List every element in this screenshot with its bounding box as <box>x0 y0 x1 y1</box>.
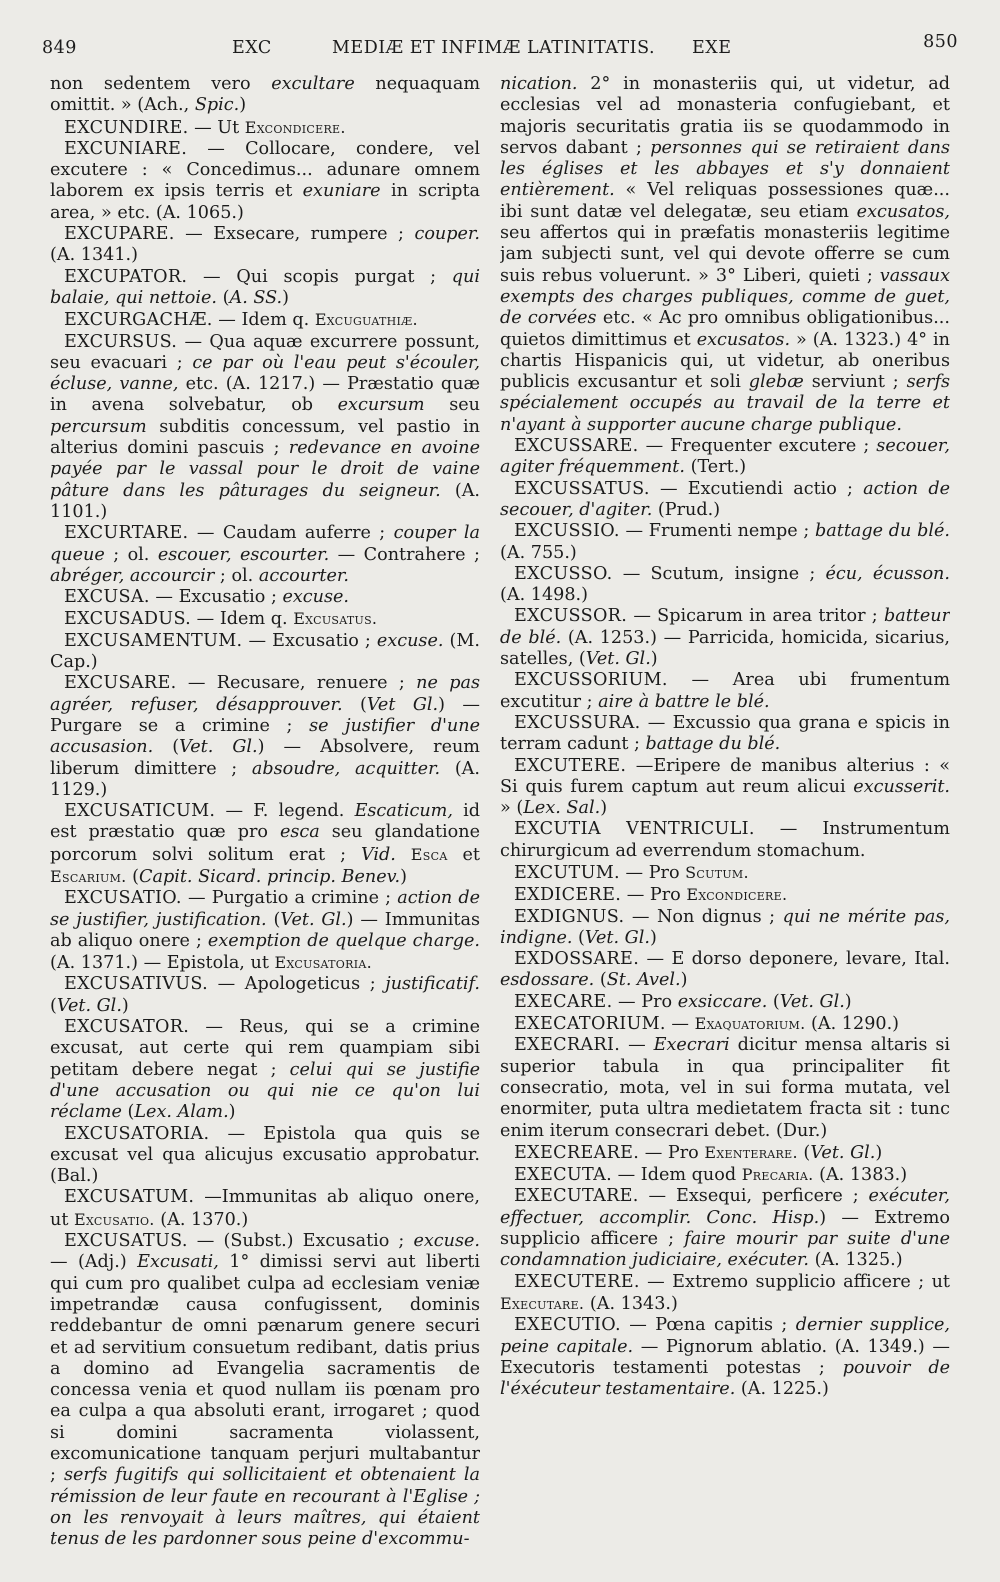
entry-headword: EXCUTIA VENTRICULI. <box>514 819 755 840</box>
entry-continuation <box>50 74 480 117</box>
italic-text: excusatos, <box>856 201 950 222</box>
entry-text: — Apologeticus ; <box>207 974 386 995</box>
left-page-number: 849 <box>42 38 77 58</box>
italic-text: excuse. <box>282 587 350 608</box>
entry-text: (A. 1101.) <box>50 480 480 522</box>
entry-headword: EXDOSSARE. <box>514 949 640 970</box>
italic-text: excuse. <box>413 1231 480 1252</box>
italic-text: serfs spécialement occupés au travail de la terre et n'ayant à supporter aucune charge publique. <box>500 372 950 435</box>
entry-text: (A. 1253.) — Parricida, homicida, sicarius, satelles, ( <box>500 627 950 670</box>
dictionary-entry <box>500 756 950 820</box>
dictionary-entry <box>50 224 480 267</box>
entry-text: — (Adj.) <box>50 1252 138 1273</box>
italic-text: se justifier d'une accusasion. <box>50 715 480 758</box>
left-catchword: EXC <box>232 38 272 58</box>
entry-text: —Eripere de manibus alterius : « Si quis furem captum aut reum alicui <box>500 755 950 797</box>
italic-text: exsiccare. <box>677 991 768 1012</box>
entry-text: — (Subst.) Excusatio ; <box>187 1231 414 1252</box>
entry-continuation <box>500 74 950 436</box>
entry-text: ( <box>266 909 281 930</box>
entry-text: —Immunitas ab aliquo onere, ut <box>50 1187 480 1230</box>
dictionary-entry <box>500 1142 950 1164</box>
italic-text: accourter. <box>258 565 349 586</box>
italic-text: Excusati, <box>137 1252 219 1273</box>
entry-text: ( <box>797 1142 811 1163</box>
italic-text: Execrari <box>653 1035 730 1056</box>
dictionary-entry <box>500 949 950 992</box>
entry-headword: EXCUPARE. <box>64 224 175 245</box>
entry-text: — Area ubi frumentum excutitur ; <box>500 670 950 712</box>
entry-text: (Tert.) <box>684 457 747 478</box>
entry-text: — Idem q. <box>212 310 315 331</box>
entry-text: — Caudam auferre ; <box>188 523 394 544</box>
entry-text: ) — Absolvere, reum liberum dimittere ; <box>50 737 480 779</box>
italic-text: esdossare. <box>500 970 595 991</box>
entry-text: — Excusatio ; <box>242 630 377 651</box>
italic-text: escouer, escourter. <box>157 544 330 565</box>
entry-headword: EXCUSAMENTUM. <box>64 630 243 651</box>
dictionary-entry <box>50 267 480 310</box>
cross-reference: Excusatio. <box>74 1209 155 1229</box>
italic-text: abréger, accourcir <box>50 565 215 586</box>
entry-text: « Vel reliquas possessiones quæ... ibi sunt datæ vel delegatæ, seu etiam <box>500 180 950 222</box>
entry-text: 2° in monasteriis qui, ut videtur, ad ecclesias vel ad monasteria confugiebant, et majoris securitatis gratia iis se quodammodo in servos dabant ; <box>500 74 950 158</box>
entry-text: ) <box>400 866 407 887</box>
italic-text: écu, écusson. <box>825 563 950 584</box>
entry-text: — Pro <box>612 991 678 1012</box>
italic-text: battage du blé. <box>645 734 781 755</box>
dictionary-entry <box>50 974 480 1017</box>
entry-text: — Non dignus ; <box>624 906 783 927</box>
italic-text: Vet. Gl. <box>179 737 258 758</box>
italic-text: Vet. Gl. <box>810 1142 876 1163</box>
entry-text: etc. (A. 1217.) — Præstatio quæ in avena solvebatur, ob <box>50 374 480 416</box>
cross-reference: Esca <box>410 844 448 864</box>
entry-text: — F. legend. <box>215 801 355 822</box>
italic-text: redevance en avoine payée par le vassal pour le droit de vaine pâture dans les pâturages du seigneur. <box>50 438 480 501</box>
left-text-column <box>50 74 480 1564</box>
entry-text: in scripta area, » etc. (A. 1065.) <box>50 181 480 223</box>
entry-text: — Instrumentum chirurgicum ad everrendum stomachum. <box>500 819 950 861</box>
entry-headword: EXECUTA. <box>514 1165 612 1186</box>
italic-text: Vet. Gl. <box>585 649 651 670</box>
italic-text: ce par où l'eau peut s'écouler, écluse, vanne, <box>50 352 480 395</box>
italic-text: Vet. Gl. <box>584 927 650 948</box>
entry-headword: EXCUNDIRE. <box>64 117 189 138</box>
entry-headword: EXCUSA. <box>64 587 150 608</box>
entry-text: ( <box>767 991 780 1012</box>
entry-text: et <box>447 844 480 865</box>
entry-headword: EXCUSSATUS. <box>514 478 650 499</box>
italic-text: glebæ <box>748 372 804 393</box>
entry-headword: EXECARE. <box>514 991 613 1012</box>
right-catchword: EXE <box>692 38 732 58</box>
cross-reference: Excondicere. <box>244 117 346 137</box>
italic-text: esca <box>279 822 320 843</box>
entry-headword: EXCUSSIO. <box>514 521 620 542</box>
entry-headword: EXCUSATIVUS. <box>64 974 208 995</box>
right-text-column <box>500 74 950 1564</box>
entry-text: (A. 755.) <box>500 542 577 563</box>
entry-headword: EXCUTUM. <box>514 862 620 883</box>
italic-text: excuse. <box>376 630 444 651</box>
italic-text: Lex. Alam. <box>134 1102 229 1123</box>
italic-text: Lex. Sal. <box>523 798 601 819</box>
entry-headword: EXCUTERE. <box>514 755 627 776</box>
dictionary-entry <box>500 862 950 884</box>
dictionary-entry <box>500 479 950 522</box>
running-header <box>42 32 958 68</box>
entry-headword: EXCUNIARE. <box>64 138 188 159</box>
entry-headword: EXCUSATICUM. <box>64 801 216 822</box>
dictionary-entry <box>50 587 480 608</box>
dictionary-entry <box>50 332 480 524</box>
cross-reference: Escarium. <box>50 866 127 886</box>
entry-text: ; ol. <box>214 565 259 586</box>
entry-text: — Scutum, insigne ; <box>612 563 826 584</box>
entry-text: — Exsequi, perficere ; <box>638 1186 869 1207</box>
italic-text: exécuter, effectuer, accomplir. Conc. Hisp. <box>500 1186 950 1228</box>
dictionary-entry <box>500 1164 950 1186</box>
dictionary-entry <box>500 1315 950 1400</box>
entry-text: (Prud.) <box>652 499 721 520</box>
cross-reference: Exaquatorium. <box>694 1014 806 1034</box>
entry-text: seu affertos qui in præfatis monasteriis legitime jam subjecti sunt, vel qui devote offerre se cum suis rebus voluerunt. » 3° Liberi, quieti ; <box>500 223 950 286</box>
entry-text: — Epistola qua quis se excusat vel qua alicujus excusatio approbatur. (Bal.) <box>50 1123 480 1187</box>
entry-text: ) — Purgare se a crimine ; <box>50 694 480 736</box>
entry-text: ) <box>844 991 852 1012</box>
italic-text: ne pas agréer, refuser, désapprouver. <box>50 673 480 715</box>
cross-reference: Excusatus. <box>293 609 378 629</box>
dictionary-entry <box>50 309 480 331</box>
entry-headword: EXCUSATOR. <box>64 1017 190 1038</box>
italic-text: Capit. Sicard. princip. Benev. <box>139 866 401 887</box>
entry-headword: EXCUSATORIA. <box>64 1123 210 1144</box>
dictionary-entry <box>500 819 950 862</box>
entry-text: (A. 1325.) <box>809 1250 903 1271</box>
entry-headword: EXCUSSARE. <box>514 436 639 457</box>
dictionary-entry <box>500 1186 950 1271</box>
dictionary-entry <box>500 907 950 950</box>
entry-headword: EXCUSSORIUM. <box>514 670 668 691</box>
entry-text: ) <box>121 995 129 1016</box>
italic-text: Vid. <box>360 844 396 865</box>
entry-text: (A. 1383.) <box>813 1165 908 1186</box>
dictionary-entry <box>500 1272 950 1316</box>
entry-headword: EXCUSATUM. <box>64 1187 195 1208</box>
entry-text: — Recusare, renuere ; <box>176 673 417 694</box>
entry-text: ( <box>594 970 607 991</box>
dictionary-entry <box>500 670 950 713</box>
entry-headword: EXCUSSOR. <box>514 606 628 627</box>
entry-headword: EXCURGACHÆ. <box>64 310 213 331</box>
italic-text: Escaticum, <box>354 801 453 822</box>
entry-text: — Contrahere ; <box>329 544 480 565</box>
entry-text: — <box>665 1014 695 1035</box>
entry-text: (A. 1371.) — Epistola, ut <box>50 953 275 974</box>
entry-text: dicitur mensa altaris si superior tabula in qua principaliter fit consecratio, mota, vel in sui forma mutata, vel enormiter, puta ultra medietatem fracta sit : tunc enim iterum consecrari debet. (Dur.) <box>500 1035 950 1141</box>
dictionary-entry <box>500 606 950 670</box>
dictionary-entry <box>500 713 950 756</box>
italic-text: qui ne mérite pas, indigne. <box>500 906 950 948</box>
entry-text: ) <box>649 927 657 948</box>
italic-text: vassaux exempts des charges publiques, comme de guet, de corvées <box>500 265 950 329</box>
dictionary-entry <box>500 521 950 564</box>
entry-text: id est præstatio quæ pro <box>50 801 480 843</box>
entry-headword: EXCUPATOR. <box>64 266 188 287</box>
dictionary-entry <box>50 1124 480 1188</box>
dictionary-entry <box>50 1231 480 1550</box>
entry-text <box>396 845 411 865</box>
entry-headword: EXECATORIUM. <box>514 1014 666 1035</box>
entry-text: — Pro <box>639 1142 705 1163</box>
italic-text: excultare <box>271 74 355 94</box>
italic-text: Vet. Gl. <box>56 995 122 1016</box>
dictionary-entry <box>50 523 480 587</box>
entry-text: — Pro <box>619 862 686 883</box>
entry-text: (M. Cap.) <box>50 630 480 673</box>
entry-headword: EXCUSSO. <box>514 563 613 584</box>
entry-text: — Extremo supplicio afficere ; ut <box>639 1271 950 1292</box>
italic-text: absoudre, acquitter. <box>251 758 441 779</box>
entry-text: subditis concessum, vel pastio in alterius domini pascuis ; <box>50 416 480 459</box>
italic-text: action de se justifier, justification. <box>50 888 480 930</box>
italic-text: batteur de blé. <box>500 606 950 648</box>
entry-headword: EXDICERE. <box>514 885 622 906</box>
italic-text: exuniare <box>302 181 381 202</box>
entry-text: — Pœna capitis ; <box>620 1315 796 1336</box>
entry-text: non sedentem vero <box>50 74 272 94</box>
entry-headword: EXCUSSURA. <box>514 712 641 733</box>
italic-text: excusserit. <box>853 776 950 797</box>
entry-text: — Excutiendi actio ; <box>649 478 864 499</box>
dictionary-entry <box>50 139 480 224</box>
italic-text: serfs fugitifs qui sollicitaient et obtenaient la rémission de leur faute en recourant à l'Eglise ; on les renvoyait à leurs maîtres, qui étaient tenus de les pardonner sous peine d'excommu- <box>50 1465 480 1550</box>
entry-text: — Collocare, condere, vel excutere : « Concedimus... adunare omnem laborem ex ipsis terris et <box>50 138 480 202</box>
italic-text: faire mourir par suite d'une condamnation judiciaire, exécuter. <box>500 1229 950 1271</box>
entry-text: (A. 1370.) <box>154 1209 249 1230</box>
italic-text: Spic. <box>194 95 240 116</box>
entry-text: nequaquam omittit. » (Ach., <box>50 74 480 116</box>
italic-text: St. Avel. <box>606 970 681 991</box>
entry-headword: EXCURSUS. <box>64 331 178 352</box>
cross-reference: Executare. <box>500 1293 585 1313</box>
cross-reference: Scutum. <box>685 862 749 882</box>
entry-text: — Idem q. <box>191 609 294 630</box>
entry-headword: EXECUTERE. <box>514 1271 640 1292</box>
entry-text: ( <box>50 995 57 1016</box>
italic-text: couper la queue <box>50 523 480 565</box>
entry-headword: EXECREARE. <box>514 1142 640 1163</box>
cross-reference: Excondicere. <box>686 885 788 905</box>
dictionary-entry <box>500 1035 950 1141</box>
italic-text: Vet. Gl. <box>280 909 347 930</box>
dictionary-entry <box>50 673 480 801</box>
entry-text: ) <box>228 1102 236 1123</box>
entry-headword: EXCUSATIO. <box>64 888 182 909</box>
entry-text: (A. 1290.) <box>805 1014 900 1035</box>
entry-text: ; ol. <box>104 544 158 565</box>
cross-reference: Excuguathiæ. <box>314 310 418 330</box>
entry-text: ) — Immunitas ab aliquo onere ; <box>50 909 480 951</box>
entry-text: 1° dimissi servi aut liberti qui cum pro qualibet culpa ad ecclesiam veniæ impetrandæ causa confugissent, dominis reddebantur de omni pænarum genere securi et ad servitium consuetum redibant, datis prius a domino ad Evangelia sacramentis de concessa venia et quod nullam iis pœnam pro ea culpa a qua absoluti erant, irrogaret ; quod si domini sacramenta violassent, excomunicatione tanquam perjuri multabantur ; <box>50 1252 480 1486</box>
entry-text: (A. 1341.) <box>50 245 138 266</box>
entry-headword: EXCUSARE. <box>64 673 177 694</box>
running-title: MEDIÆ ET INFIMÆ LATINITATIS. <box>332 38 656 58</box>
entry-text: » ( <box>500 798 524 819</box>
entry-text: ) — Extremo supplicio afficere ; <box>500 1207 950 1250</box>
entry-text: — E dorso deponere, levare, Ital. <box>639 949 950 970</box>
entry-headword: EXCUSATUS. <box>64 1231 188 1252</box>
italic-text: excursum <box>337 395 425 416</box>
dictionary-entry <box>50 888 480 974</box>
dictionary-entry <box>500 436 950 479</box>
entry-text: — Exsecare, rumpere ; <box>174 224 415 245</box>
italic-text: pouvoir de l'éxécuteur testamentaire. <box>500 1357 950 1400</box>
italic-text: secouer, agiter fréquemment. <box>500 436 950 478</box>
entry-headword: EXCURTARE. <box>64 523 189 544</box>
italic-text: personnes qui se retiraient dans les églises et les abbayes et s'y donnaient entièrement. <box>500 137 950 201</box>
cross-reference: Exenterare. <box>704 1142 798 1162</box>
entry-text: — Frumenti nempe ; <box>619 521 816 542</box>
italic-text: couper. <box>414 224 480 245</box>
entry-text: — Frequenter excutere ; <box>638 436 877 457</box>
entry-text: — Purgatio a crimine ; <box>181 888 398 909</box>
cross-reference: Excusatoria. <box>274 953 372 973</box>
italic-text: battage du blé. <box>815 521 950 542</box>
dictionary-entry <box>50 608 480 630</box>
entry-text: ( <box>342 694 367 715</box>
entry-headword: EXECUTIO. <box>514 1315 621 1336</box>
cross-reference: Precaria. <box>741 1165 814 1185</box>
entry-text: (A. 1225.) <box>735 1379 829 1400</box>
italic-text: percursum <box>50 416 147 437</box>
entry-text: seu <box>424 395 480 416</box>
entry-text: ) <box>282 287 290 308</box>
entry-text: (A. 1343.) <box>584 1293 678 1314</box>
entry-text: etc. « Ac pro omnibus obligationibus... quietos dimittimus et <box>500 308 950 350</box>
entry-text: — Reus, qui se a crimine excusat, aut certe qui rem quampiam sibi petitam debere negat ; <box>50 1017 480 1080</box>
entry-text: — Pignorum ablatio. (A. 1349.) — Executoris testamenti potestas ; <box>500 1336 950 1378</box>
dictionary-entry <box>500 884 950 906</box>
entry-text: ) <box>650 649 658 670</box>
dictionary-entry <box>500 564 950 607</box>
italic-text: dernier supplice, peine capitale. <box>500 1315 950 1357</box>
entry-text: ( <box>217 287 230 308</box>
dictionary-entry <box>50 801 480 888</box>
entry-text: ( <box>126 866 139 887</box>
entry-text: ) <box>239 95 247 116</box>
italic-text: justificatif. <box>385 974 480 995</box>
entry-text: » (A. 1323.) 4° in chartis Hispanicis qui, ut videtur, ab oneribus publicis excusantur et soli <box>500 329 950 393</box>
entry-text: — Spicarum in area tritor ; <box>627 606 884 627</box>
right-page-number: 850 <box>923 32 958 52</box>
entry-headword: EXCUSADUS. <box>64 609 192 630</box>
entry-text: — Qua aquæ excurrere possunt, seu evacuari ; <box>50 331 480 373</box>
entry-headword: EXDIGNUS. <box>514 906 625 927</box>
dictionary-entry <box>500 1013 950 1035</box>
entry-text: — Excussio qua grana e spicis in terram cadunt ; <box>500 712 950 755</box>
italic-text: action de secouer, d'agiter. <box>500 478 950 520</box>
entry-text: seu glandatione porcorum solvi solitum erat ; <box>50 822 480 865</box>
entry-text: ) <box>875 1142 883 1163</box>
italic-text: Vet Gl. <box>366 694 439 715</box>
italic-text: celui qui se justifie d'une accusation ou qui nie ce qu'on lui réclame <box>50 1059 480 1123</box>
entry-text: — <box>620 1035 654 1056</box>
entry-text: — Idem quod <box>611 1165 742 1186</box>
dictionary-entry <box>50 1187 480 1231</box>
entry-text: ( <box>572 927 585 948</box>
entry-text: — Excusatio ; <box>149 587 283 608</box>
entry-text: — Ut <box>188 117 245 138</box>
entry-headword: EXECUTARE. <box>514 1186 639 1207</box>
dictionary-entry <box>50 1017 480 1123</box>
italic-text: exemption de quelque charge. <box>207 930 480 951</box>
entry-text: serviunt ; <box>803 372 907 393</box>
entry-text: — Pro <box>621 885 687 906</box>
italic-text: Vet. Gl. <box>779 991 845 1012</box>
entry-text: ) <box>680 970 688 991</box>
italic-text: qui balaie, qui nettoie. <box>50 266 480 308</box>
entry-text: (A. 1129.) <box>50 758 480 800</box>
dictionary-entry <box>50 117 480 139</box>
entry-text: (A. 1498.) <box>500 585 588 606</box>
dictionary-entry <box>500 992 950 1013</box>
entry-text: ( <box>121 1102 135 1123</box>
italic-text: A. SS. <box>229 287 283 308</box>
italic-text: nication. <box>500 74 578 94</box>
entry-headword: EXECRARI. <box>514 1035 621 1056</box>
entry-text: — Qui scopis purgat ; <box>187 266 452 287</box>
italic-text: excusatos. <box>696 329 791 350</box>
italic-text: aire à battre le blé. <box>598 691 770 712</box>
entry-text: ( <box>153 737 180 758</box>
dictionary-entry <box>50 631 480 674</box>
entry-text: ) <box>600 798 608 819</box>
